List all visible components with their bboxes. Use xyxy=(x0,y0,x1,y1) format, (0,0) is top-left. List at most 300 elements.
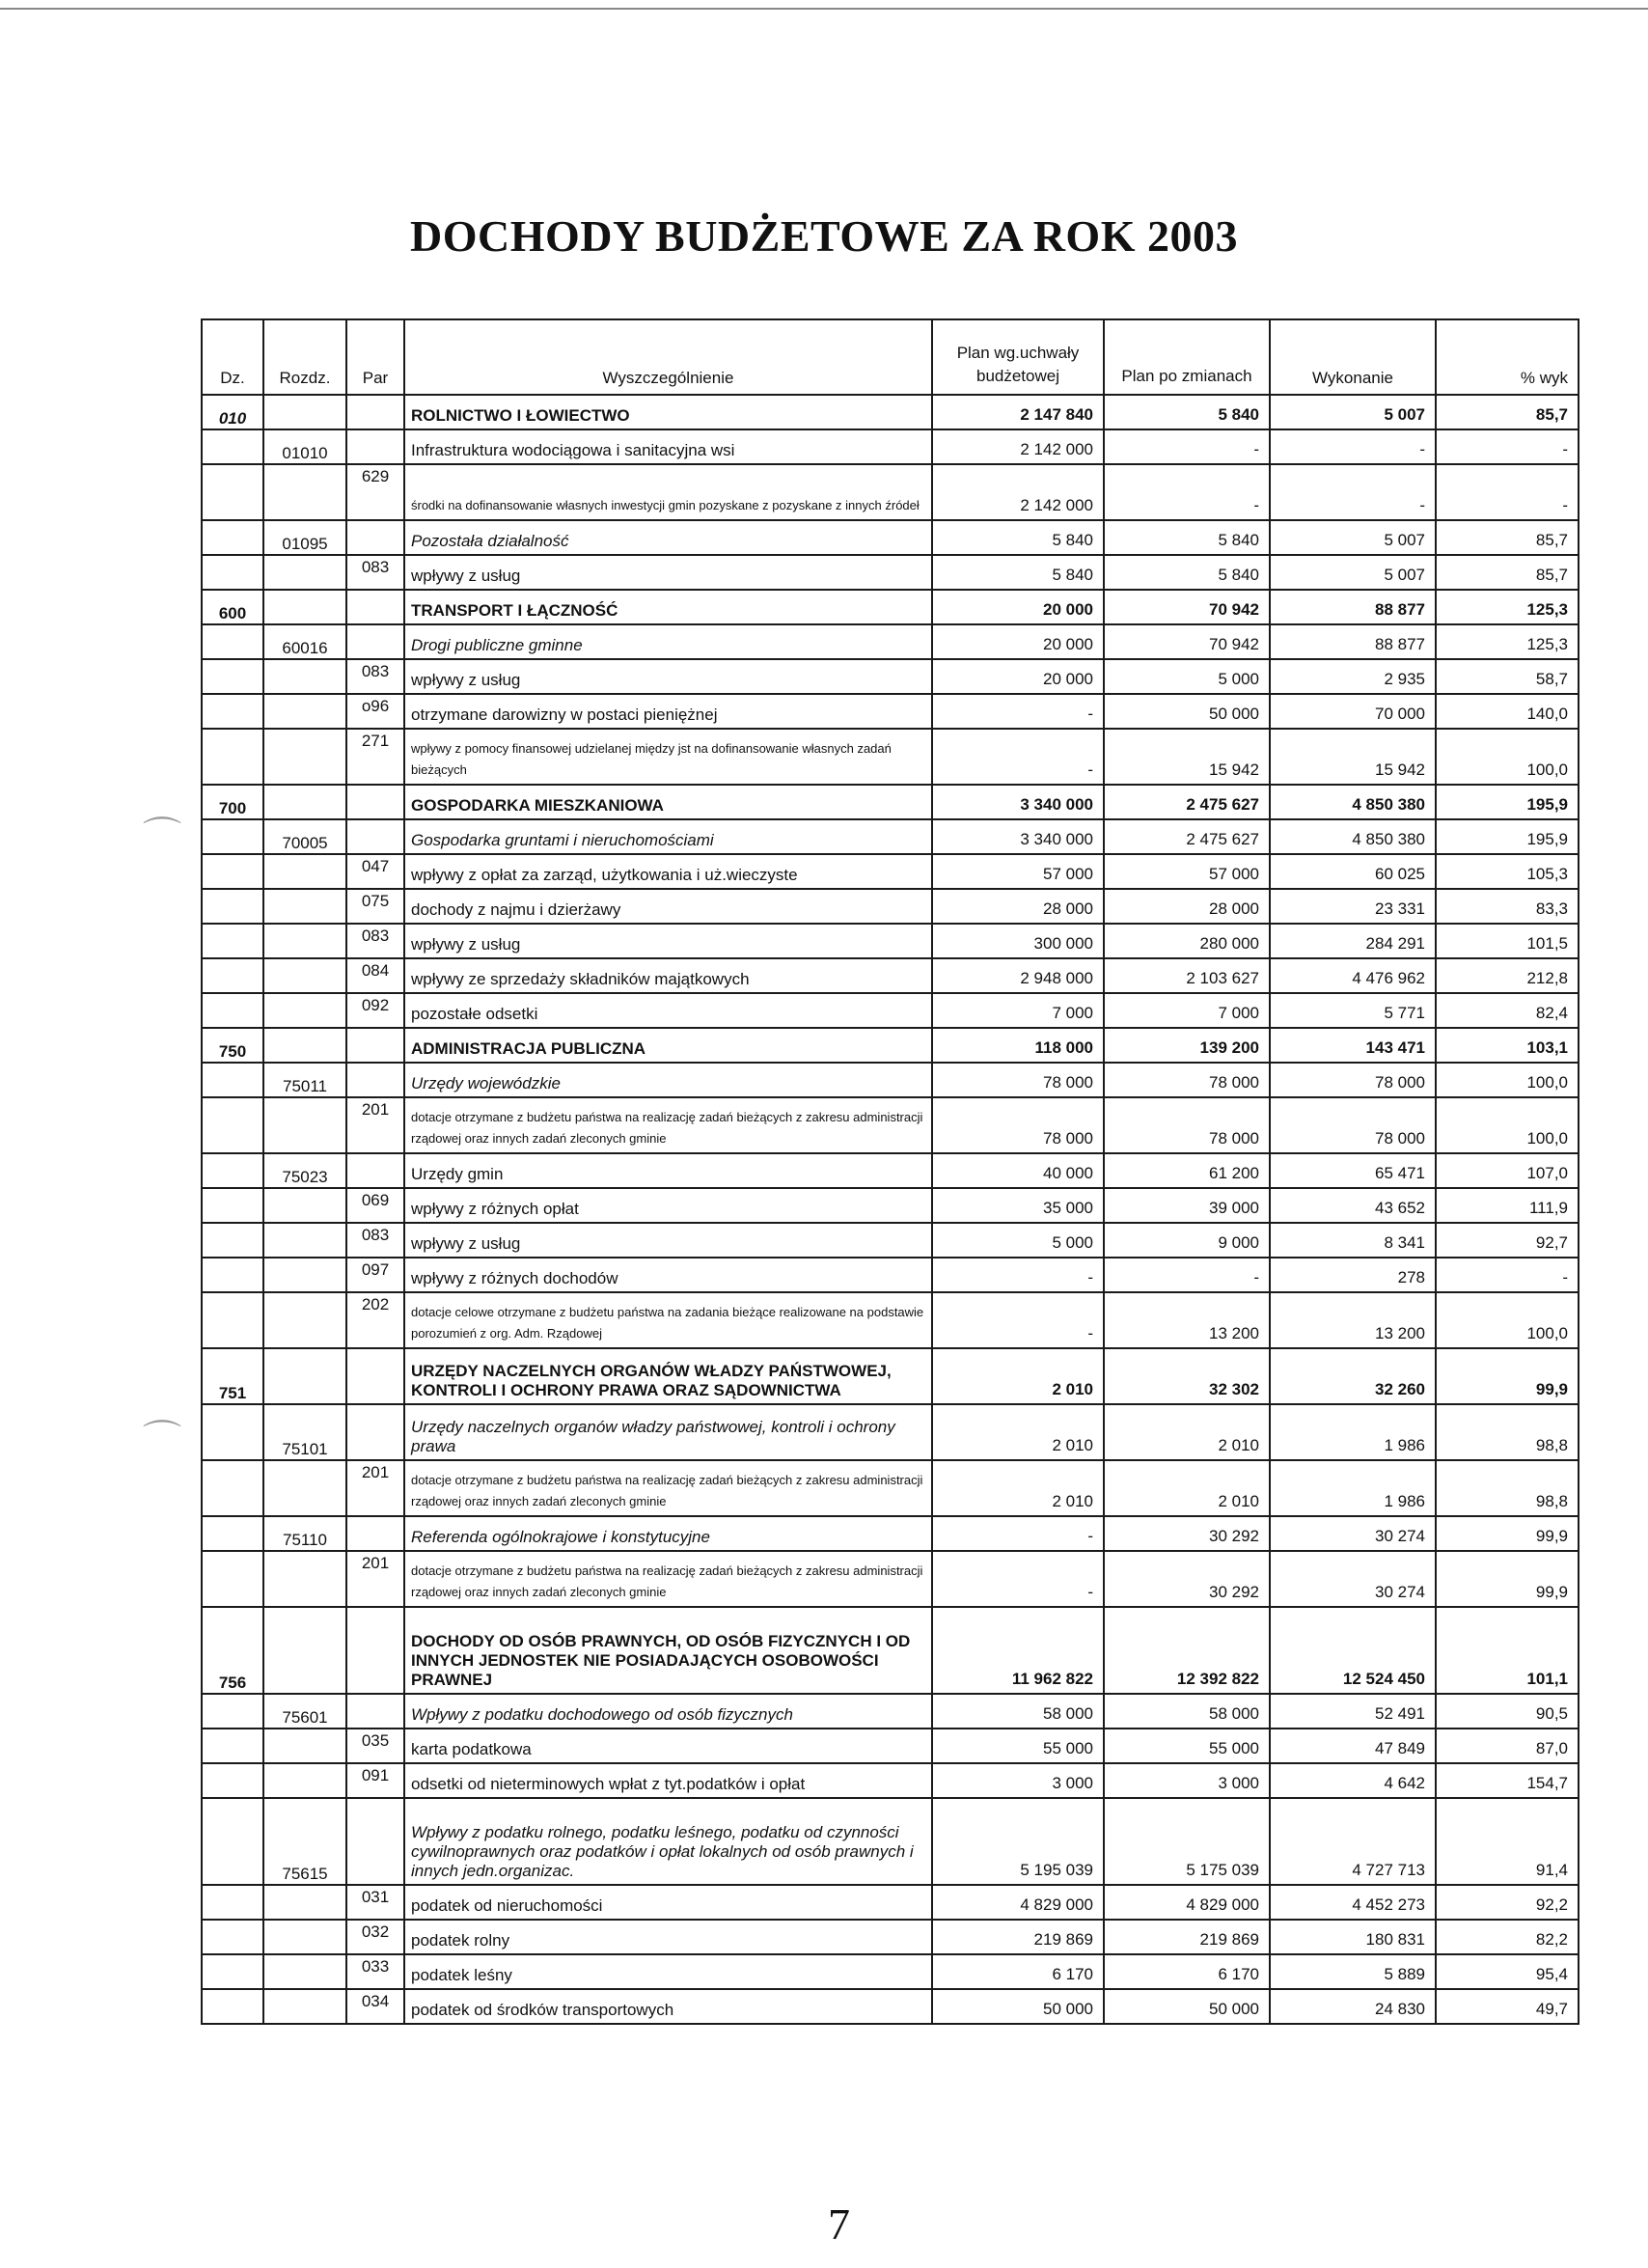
cell-dz xyxy=(202,694,263,729)
cell-plan-po-zmianach: 61 200 xyxy=(1104,1153,1270,1188)
table-row xyxy=(202,1607,1579,1694)
cell-percent: 100,0 xyxy=(1436,1292,1579,1348)
cell-description: wpływy z różnych dochodów xyxy=(404,1258,932,1292)
cell-wykonanie: 30 274 xyxy=(1270,1551,1436,1607)
cell-par: 034 xyxy=(346,1989,404,2024)
cell-percent: 100,0 xyxy=(1436,1063,1579,1097)
cell-plan: 50 000 xyxy=(932,1989,1104,2024)
header-plan: Plan wg.uchwały budżetowej xyxy=(932,319,1104,395)
cell-description: otrzymane darowizny w postaci pieniężnej xyxy=(404,694,932,729)
table-row xyxy=(202,1516,1579,1551)
cell-dz xyxy=(202,1798,263,1885)
cell-percent: 103,1 xyxy=(1436,1028,1579,1063)
cell-dz xyxy=(202,1404,263,1460)
cell-wykonanie: - xyxy=(1270,464,1436,520)
cell-plan-po-zmianach: 2 103 627 xyxy=(1104,958,1270,993)
cell-plan-po-zmianach: - xyxy=(1104,1258,1270,1292)
cell-plan: 2 142 000 xyxy=(932,429,1104,464)
cell-par: 069 xyxy=(346,1188,404,1223)
cell-dz: 751 xyxy=(202,1348,263,1404)
cell-par: 091 xyxy=(346,1763,404,1798)
cell-plan-po-zmianach: 32 302 xyxy=(1104,1348,1270,1404)
cell-plan-po-zmianach: 280 000 xyxy=(1104,924,1270,958)
cell-plan-po-zmianach: 70 942 xyxy=(1104,624,1270,659)
cell-plan-po-zmianach: 5 840 xyxy=(1104,520,1270,555)
cell-description: Wpływy z podatku dochodowego od osób fizycznych xyxy=(404,1694,932,1729)
cell-description: Referenda ogólnokrajowe i konstytucyjne xyxy=(404,1516,932,1551)
cell-dz xyxy=(202,1223,263,1258)
cell-plan: - xyxy=(932,1516,1104,1551)
cell-dz xyxy=(202,854,263,889)
cell-plan-po-zmianach: 2 475 627 xyxy=(1104,819,1270,854)
cell-plan: 58 000 xyxy=(932,1694,1104,1729)
cell-plan-po-zmianach: 70 942 xyxy=(1104,590,1270,624)
table-row xyxy=(202,590,1579,624)
cell-rozdz xyxy=(263,1292,346,1348)
cell-par: 271 xyxy=(346,729,404,785)
cell-par xyxy=(346,1028,404,1063)
cell-plan: 55 000 xyxy=(932,1729,1104,1763)
cell-description: podatek od środków transportowych xyxy=(404,1989,932,2024)
cell-dz xyxy=(202,1920,263,1954)
cell-par: 092 xyxy=(346,993,404,1028)
cell-dz xyxy=(202,464,263,520)
cell-wykonanie: 2 935 xyxy=(1270,659,1436,694)
cell-plan: 3 000 xyxy=(932,1763,1104,1798)
cell-dz xyxy=(202,1516,263,1551)
cell-description: ROLNICTWO I ŁOWIECTWO xyxy=(404,395,932,429)
cell-wykonanie: 4 727 713 xyxy=(1270,1798,1436,1885)
header-wykonanie: Wykonanie xyxy=(1270,319,1436,395)
cell-wykonanie: 15 942 xyxy=(1270,729,1436,785)
cell-par xyxy=(346,1404,404,1460)
cell-plan-po-zmianach: 30 292 xyxy=(1104,1551,1270,1607)
cell-rozdz xyxy=(263,1460,346,1516)
cell-par: 035 xyxy=(346,1729,404,1763)
cell-description: wpływy z usług xyxy=(404,1223,932,1258)
cell-wykonanie: 65 471 xyxy=(1270,1153,1436,1188)
cell-percent: 100,0 xyxy=(1436,1097,1579,1153)
cell-plan: 78 000 xyxy=(932,1097,1104,1153)
cell-rozdz: 75023 xyxy=(263,1153,346,1188)
cell-description: karta podatkowa xyxy=(404,1729,932,1763)
cell-par xyxy=(346,1694,404,1729)
cell-dz xyxy=(202,1063,263,1097)
table-row xyxy=(202,1694,1579,1729)
table-row xyxy=(202,729,1579,785)
cell-rozdz xyxy=(263,924,346,958)
cell-rozdz xyxy=(263,395,346,429)
cell-percent: 92,7 xyxy=(1436,1223,1579,1258)
table-row xyxy=(202,1063,1579,1097)
cell-rozdz xyxy=(263,1885,346,1920)
cell-wykonanie: 13 200 xyxy=(1270,1292,1436,1348)
cell-description: wpływy z usług xyxy=(404,555,932,590)
cell-wykonanie: 4 452 273 xyxy=(1270,1885,1436,1920)
cell-plan: 20 000 xyxy=(932,590,1104,624)
cell-plan-po-zmianach: 58 000 xyxy=(1104,1694,1270,1729)
cell-description: dotacje celowe otrzymane z budżetu państwa na zadania bieżące realizowane na podstawie porozumień z org. Adm. Rządowej xyxy=(404,1292,932,1348)
cell-percent: 99,9 xyxy=(1436,1348,1579,1404)
cell-wykonanie: 1 986 xyxy=(1270,1404,1436,1460)
cell-rozdz xyxy=(263,1258,346,1292)
table-row xyxy=(202,1404,1579,1460)
cell-wykonanie: 284 291 xyxy=(1270,924,1436,958)
table-header-row xyxy=(202,319,1579,395)
cell-par: o96 xyxy=(346,694,404,729)
cell-plan-po-zmianach: 50 000 xyxy=(1104,1989,1270,2024)
cell-percent: 90,5 xyxy=(1436,1694,1579,1729)
header-par: Par xyxy=(346,319,404,395)
cell-plan-po-zmianach: 139 200 xyxy=(1104,1028,1270,1063)
table-row xyxy=(202,464,1579,520)
cell-plan: 3 340 000 xyxy=(932,819,1104,854)
cell-dz xyxy=(202,555,263,590)
cell-dz: 750 xyxy=(202,1028,263,1063)
cell-plan-po-zmianach: 4 829 000 xyxy=(1104,1885,1270,1920)
cell-wykonanie: 180 831 xyxy=(1270,1920,1436,1954)
cell-percent: 111,9 xyxy=(1436,1188,1579,1223)
cell-plan-po-zmianach: 28 000 xyxy=(1104,889,1270,924)
cell-plan: 3 340 000 xyxy=(932,785,1104,819)
cell-dz xyxy=(202,924,263,958)
table-row xyxy=(202,958,1579,993)
cell-rozdz xyxy=(263,1028,346,1063)
cell-dz xyxy=(202,729,263,785)
table-row xyxy=(202,1348,1579,1404)
cell-plan: 219 869 xyxy=(932,1920,1104,1954)
cell-rozdz xyxy=(263,729,346,785)
cell-par: 084 xyxy=(346,958,404,993)
cell-plan-po-zmianach: 5 840 xyxy=(1104,555,1270,590)
cell-plan: 20 000 xyxy=(932,624,1104,659)
cell-wykonanie: 60 025 xyxy=(1270,854,1436,889)
cell-dz xyxy=(202,1292,263,1348)
cell-plan: - xyxy=(932,1292,1104,1348)
cell-par xyxy=(346,429,404,464)
cell-dz: 756 xyxy=(202,1607,263,1694)
cell-percent: 91,4 xyxy=(1436,1798,1579,1885)
cell-rozdz xyxy=(263,590,346,624)
table-row xyxy=(202,1551,1579,1607)
cell-rozdz: 60016 xyxy=(263,624,346,659)
cell-par xyxy=(346,1348,404,1404)
page-number: 7 xyxy=(828,2199,850,2249)
cell-description: wpływy ze sprzedaży składników majątkowych xyxy=(404,958,932,993)
table-row xyxy=(202,659,1579,694)
cell-plan: - xyxy=(932,1551,1104,1607)
budget-income-table xyxy=(201,318,1579,2025)
cell-plan: 2 010 xyxy=(932,1404,1104,1460)
cell-dz xyxy=(202,958,263,993)
cell-plan: 2 147 840 xyxy=(932,395,1104,429)
cell-par: 032 xyxy=(346,1920,404,1954)
table-row xyxy=(202,993,1579,1028)
cell-plan: 118 000 xyxy=(932,1028,1104,1063)
cell-rozdz: 75110 xyxy=(263,1516,346,1551)
cell-wykonanie: 8 341 xyxy=(1270,1223,1436,1258)
table-row xyxy=(202,1729,1579,1763)
cell-plan-po-zmianach: 6 170 xyxy=(1104,1954,1270,1989)
cell-plan: 7 000 xyxy=(932,993,1104,1028)
cell-description: wpływy z usług xyxy=(404,924,932,958)
cell-wykonanie: 88 877 xyxy=(1270,590,1436,624)
cell-percent: 101,1 xyxy=(1436,1607,1579,1694)
cell-wykonanie: - xyxy=(1270,429,1436,464)
cell-description: Pozostała działalność xyxy=(404,520,932,555)
cell-description: GOSPODARKA MIESZKANIOWA xyxy=(404,785,932,819)
cell-par: 083 xyxy=(346,1223,404,1258)
cell-plan-po-zmianach: - xyxy=(1104,464,1270,520)
cell-par xyxy=(346,1607,404,1694)
cell-wykonanie: 5 889 xyxy=(1270,1954,1436,1989)
cell-plan: 35 000 xyxy=(932,1188,1104,1223)
cell-plan-po-zmianach: 39 000 xyxy=(1104,1188,1270,1223)
cell-percent: 125,3 xyxy=(1436,624,1579,659)
cell-par: 201 xyxy=(346,1551,404,1607)
cell-rozdz xyxy=(263,854,346,889)
cell-percent: 92,2 xyxy=(1436,1885,1579,1920)
cell-plan: 57 000 xyxy=(932,854,1104,889)
cell-dz xyxy=(202,1763,263,1798)
cell-percent: 58,7 xyxy=(1436,659,1579,694)
cell-par: 075 xyxy=(346,889,404,924)
cell-plan: - xyxy=(932,1258,1104,1292)
cell-dz xyxy=(202,1460,263,1516)
cell-description: Urzędy gmin xyxy=(404,1153,932,1188)
cell-plan: 300 000 xyxy=(932,924,1104,958)
cell-par xyxy=(346,395,404,429)
cell-wykonanie: 52 491 xyxy=(1270,1694,1436,1729)
cell-plan-po-zmianach: 13 200 xyxy=(1104,1292,1270,1348)
table-row xyxy=(202,1292,1579,1348)
cell-description: dotacje otrzymane z budżetu państwa na realizację zadań bieżących z zakresu administracji rządowej oraz innych zadań zleconych gminie xyxy=(404,1551,932,1607)
cell-description: wpływy z usług xyxy=(404,659,932,694)
table-row xyxy=(202,1028,1579,1063)
cell-par: 083 xyxy=(346,924,404,958)
cell-description: URZĘDY NACZELNYCH ORGANÓW WŁADZY PAŃSTWOWEJ, KONTROLI I OCHRONY PRAWA ORAZ SĄDOWNICTWA xyxy=(404,1348,932,1404)
table-row xyxy=(202,624,1579,659)
cell-par xyxy=(346,520,404,555)
cell-percent: 85,7 xyxy=(1436,555,1579,590)
cell-description: Infrastruktura wodociągowa i sanitacyjna wsi xyxy=(404,429,932,464)
cell-plan-po-zmianach: 9 000 xyxy=(1104,1223,1270,1258)
cell-wykonanie: 5 771 xyxy=(1270,993,1436,1028)
cell-description: podatek leśny xyxy=(404,1954,932,1989)
table-row xyxy=(202,1223,1579,1258)
cell-plan: 5 840 xyxy=(932,520,1104,555)
cell-percent: 95,4 xyxy=(1436,1954,1579,1989)
header-dz: Dz. xyxy=(202,319,263,395)
cell-description: Gospodarka gruntami i nieruchomościami xyxy=(404,819,932,854)
cell-percent: 101,5 xyxy=(1436,924,1579,958)
cell-dz xyxy=(202,1258,263,1292)
cell-percent: 85,7 xyxy=(1436,520,1579,555)
cell-dz xyxy=(202,520,263,555)
table-row xyxy=(202,520,1579,555)
table-row xyxy=(202,1097,1579,1153)
cell-rozdz xyxy=(263,694,346,729)
cell-rozdz xyxy=(263,993,346,1028)
margin-mark: ⌒ xyxy=(143,816,181,858)
cell-plan: 4 829 000 xyxy=(932,1885,1104,1920)
cell-percent: 83,3 xyxy=(1436,889,1579,924)
cell-dz xyxy=(202,1097,263,1153)
cell-par: 201 xyxy=(346,1097,404,1153)
cell-description: Urzędy naczelnych organów władzy państwowej, kontroli i ochrony prawa xyxy=(404,1404,932,1460)
cell-rozdz xyxy=(263,1763,346,1798)
cell-wykonanie: 5 007 xyxy=(1270,395,1436,429)
cell-percent: 212,8 xyxy=(1436,958,1579,993)
table-row xyxy=(202,1763,1579,1798)
cell-par: 629 xyxy=(346,464,404,520)
cell-plan: 5 195 039 xyxy=(932,1798,1104,1885)
cell-percent: 98,8 xyxy=(1436,1404,1579,1460)
cell-description: dochody z najmu i dzierżawy xyxy=(404,889,932,924)
cell-dz xyxy=(202,1885,263,1920)
cell-dz xyxy=(202,819,263,854)
header-percent: % wyk xyxy=(1436,319,1579,395)
cell-wykonanie: 24 830 xyxy=(1270,1989,1436,2024)
cell-percent: 85,7 xyxy=(1436,395,1579,429)
cell-dz xyxy=(202,993,263,1028)
cell-plan: 11 962 822 xyxy=(932,1607,1104,1694)
cell-dz xyxy=(202,1551,263,1607)
table-row xyxy=(202,1153,1579,1188)
cell-plan: 6 170 xyxy=(932,1954,1104,1989)
cell-par: 047 xyxy=(346,854,404,889)
cell-percent: 154,7 xyxy=(1436,1763,1579,1798)
cell-rozdz xyxy=(263,1188,346,1223)
cell-description: DOCHODY OD OSÓB PRAWNYCH, OD OSÓB FIZYCZNYCH I OD INNYCH JEDNOSTEK NIE POSIADAJĄCYCH OSOBOWOŚCI PRAWNEJ xyxy=(404,1607,932,1694)
cell-dz: 700 xyxy=(202,785,263,819)
cell-percent: 82,2 xyxy=(1436,1920,1579,1954)
cell-par xyxy=(346,819,404,854)
table-row xyxy=(202,785,1579,819)
cell-dz xyxy=(202,1729,263,1763)
cell-plan-po-zmianach: 2 475 627 xyxy=(1104,785,1270,819)
cell-dz xyxy=(202,1188,263,1223)
header-rozdz: Rozdz. xyxy=(263,319,346,395)
table-row xyxy=(202,1885,1579,1920)
cell-description: dotacje otrzymane z budżetu państwa na realizację zadań bieżących z zakresu administracji rządowej oraz innych zadań zleconych gminie xyxy=(404,1460,932,1516)
cell-plan: 2 010 xyxy=(932,1348,1104,1404)
cell-par: 202 xyxy=(346,1292,404,1348)
table-row xyxy=(202,1920,1579,1954)
cell-rozdz: 75601 xyxy=(263,1694,346,1729)
cell-rozdz: 01010 xyxy=(263,429,346,464)
cell-wykonanie: 88 877 xyxy=(1270,624,1436,659)
cell-description: środki na dofinansowanie własnych inwestycji gmin pozyskane z pozyskane z innych źródeł xyxy=(404,464,932,520)
cell-plan-po-zmianach: 55 000 xyxy=(1104,1729,1270,1763)
cell-percent: 195,9 xyxy=(1436,785,1579,819)
cell-par xyxy=(346,1153,404,1188)
cell-dz xyxy=(202,659,263,694)
cell-wykonanie: 12 524 450 xyxy=(1270,1607,1436,1694)
cell-par: 083 xyxy=(346,555,404,590)
table-row xyxy=(202,1954,1579,1989)
cell-plan-po-zmianach: 3 000 xyxy=(1104,1763,1270,1798)
cell-par: 097 xyxy=(346,1258,404,1292)
cell-percent: 140,0 xyxy=(1436,694,1579,729)
cell-percent: 99,9 xyxy=(1436,1551,1579,1607)
cell-dz xyxy=(202,624,263,659)
cell-description: wpływy z pomocy finansowej udzielanej między jst na dofinansowanie własnych zadań bieżących xyxy=(404,729,932,785)
cell-rozdz xyxy=(263,1954,346,1989)
cell-dz xyxy=(202,889,263,924)
cell-percent: 195,9 xyxy=(1436,819,1579,854)
cell-plan: 5 840 xyxy=(932,555,1104,590)
cell-wykonanie: 4 850 380 xyxy=(1270,785,1436,819)
cell-percent: 125,3 xyxy=(1436,590,1579,624)
cell-par: 033 xyxy=(346,1954,404,1989)
cell-plan-po-zmianach: 219 869 xyxy=(1104,1920,1270,1954)
cell-percent: 87,0 xyxy=(1436,1729,1579,1763)
cell-plan-po-zmianach: 78 000 xyxy=(1104,1097,1270,1153)
cell-wykonanie: 78 000 xyxy=(1270,1097,1436,1153)
cell-wykonanie: 47 849 xyxy=(1270,1729,1436,1763)
cell-plan: 5 000 xyxy=(932,1223,1104,1258)
cell-plan-po-zmianach: 15 942 xyxy=(1104,729,1270,785)
cell-par: 201 xyxy=(346,1460,404,1516)
cell-percent: - xyxy=(1436,429,1579,464)
cell-rozdz xyxy=(263,1607,346,1694)
cell-plan-po-zmianach: - xyxy=(1104,429,1270,464)
cell-rozdz: 75011 xyxy=(263,1063,346,1097)
cell-rozdz: 75615 xyxy=(263,1798,346,1885)
cell-par: 031 xyxy=(346,1885,404,1920)
cell-dz xyxy=(202,1694,263,1729)
cell-description: pozostałe odsetki xyxy=(404,993,932,1028)
cell-plan-po-zmianach: 5 175 039 xyxy=(1104,1798,1270,1885)
cell-wykonanie: 78 000 xyxy=(1270,1063,1436,1097)
cell-par xyxy=(346,1516,404,1551)
cell-dz: 010 xyxy=(202,395,263,429)
cell-rozdz xyxy=(263,785,346,819)
margin-mark: ⌒ xyxy=(143,1419,181,1461)
cell-description: TRANSPORT I ŁĄCZNOŚĆ xyxy=(404,590,932,624)
cell-par: 083 xyxy=(346,659,404,694)
header-plan-po-zmianach: Plan po zmianach xyxy=(1104,319,1270,395)
cell-wykonanie: 5 007 xyxy=(1270,520,1436,555)
cell-percent: 49,7 xyxy=(1436,1989,1579,2024)
cell-description: Drogi publiczne gminne xyxy=(404,624,932,659)
cell-par xyxy=(346,1063,404,1097)
cell-plan: 20 000 xyxy=(932,659,1104,694)
table-row xyxy=(202,854,1579,889)
cell-rozdz: 75101 xyxy=(263,1404,346,1460)
cell-wykonanie: 1 986 xyxy=(1270,1460,1436,1516)
table-row xyxy=(202,1798,1579,1885)
cell-description: odsetki od nieterminowych wpłat z tyt.podatków i opłat xyxy=(404,1763,932,1798)
table-row xyxy=(202,1460,1579,1516)
cell-wykonanie: 70 000 xyxy=(1270,694,1436,729)
cell-percent: 107,0 xyxy=(1436,1153,1579,1188)
cell-description: Urzędy wojewódzkie xyxy=(404,1063,932,1097)
top-border-line xyxy=(0,8,1648,10)
table-row xyxy=(202,924,1579,958)
table-row xyxy=(202,889,1579,924)
table-row xyxy=(202,819,1579,854)
cell-rozdz xyxy=(263,958,346,993)
cell-description: podatek rolny xyxy=(404,1920,932,1954)
cell-description: ADMINISTRACJA PUBLICZNA xyxy=(404,1028,932,1063)
cell-rozdz xyxy=(263,555,346,590)
cell-rozdz xyxy=(263,659,346,694)
cell-wykonanie: 278 xyxy=(1270,1258,1436,1292)
cell-wykonanie: 43 652 xyxy=(1270,1188,1436,1223)
cell-plan-po-zmianach: 78 000 xyxy=(1104,1063,1270,1097)
